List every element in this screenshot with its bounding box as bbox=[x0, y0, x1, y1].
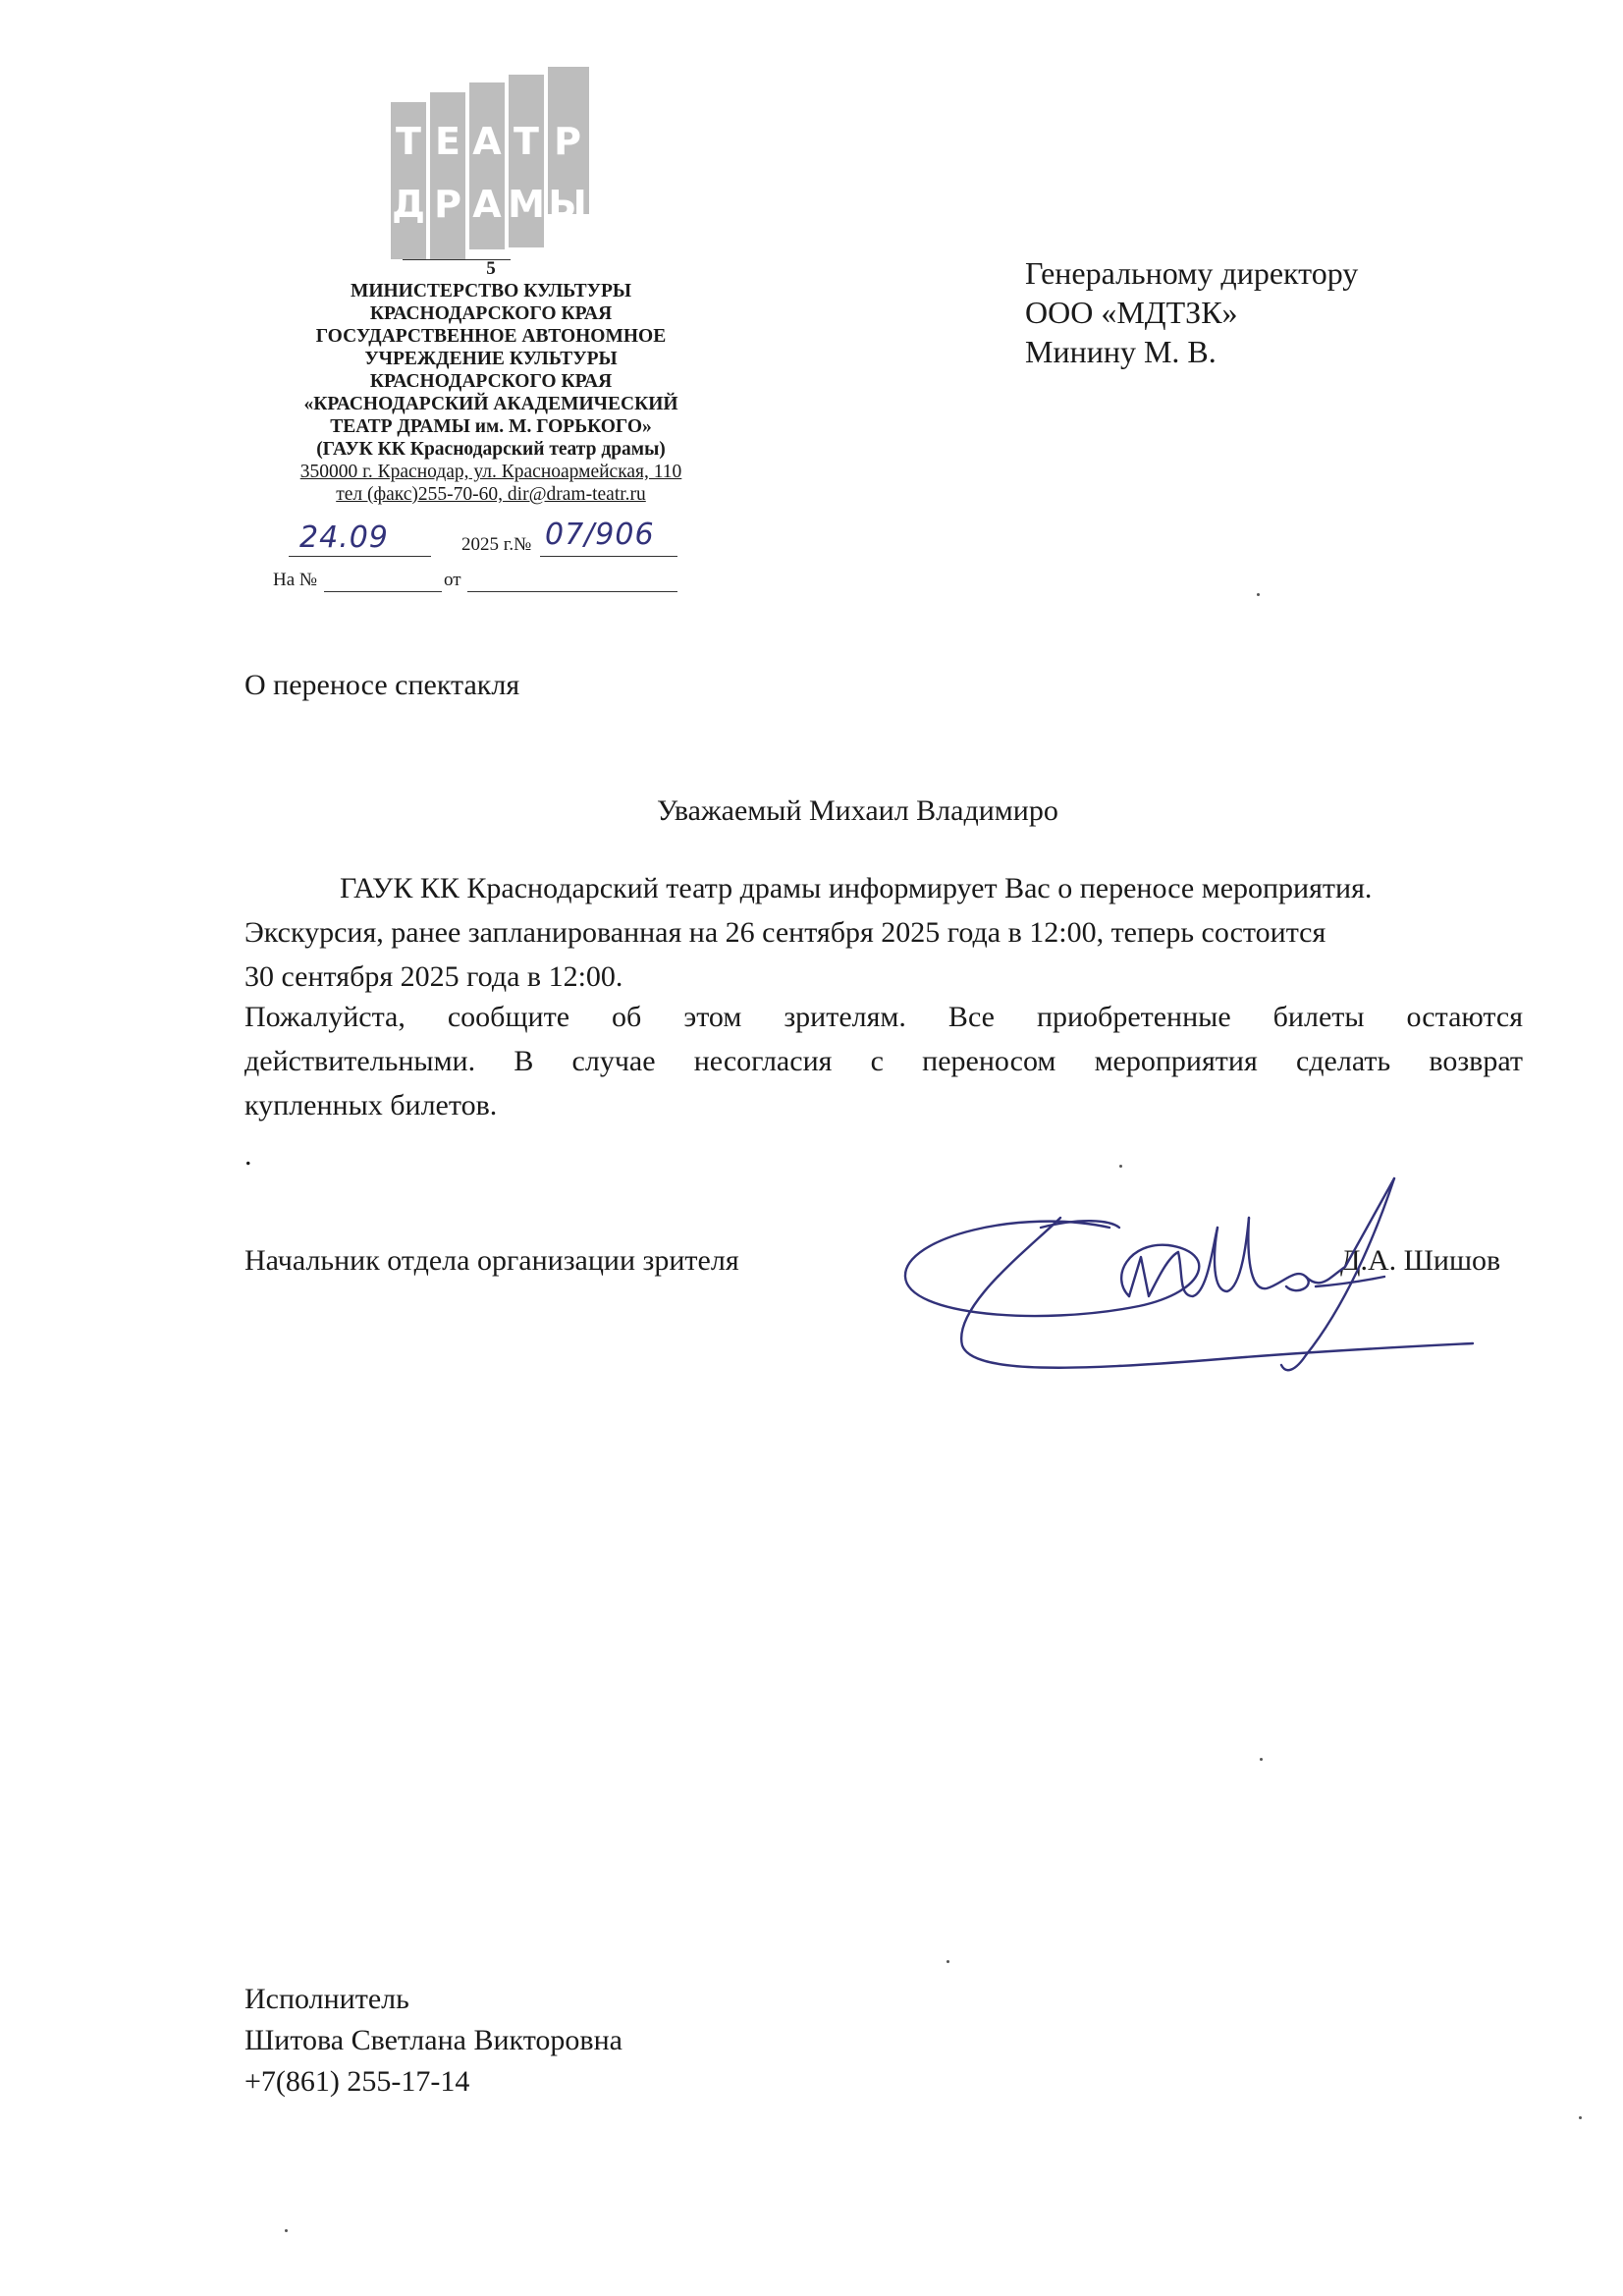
letterhead-line: ТЕАТР ДРАМЫ им. М. ГОРЬКОГО» bbox=[330, 416, 652, 437]
letterhead-line: (ГАУК КК Краснодарский театр драмы) bbox=[316, 439, 666, 460]
logo-letter: Е bbox=[435, 120, 460, 163]
executor-name: Шитова Светлана Викторовна bbox=[244, 2024, 622, 2056]
logo-letter: Т bbox=[514, 120, 539, 163]
letterhead-line: КРАСНОДАРСКОГО КРАЯ bbox=[369, 371, 613, 392]
logo-letter: А bbox=[472, 183, 502, 226]
logo-letter: Р bbox=[554, 120, 581, 163]
logo-letter: М bbox=[508, 183, 545, 226]
ref-number-underline bbox=[324, 591, 442, 592]
letterhead-mark: 5 bbox=[486, 258, 496, 279]
letterhead-line: УЧРЕЖДЕНИЕ КУЛЬТУРЫ bbox=[364, 349, 618, 369]
logo-letter: Т bbox=[396, 120, 421, 163]
letterhead-address: 350000 г. Краснодар, ул. Красноармейская, 110 bbox=[299, 462, 682, 482]
letterhead bbox=[245, 257, 736, 506]
theatre-logo bbox=[391, 67, 593, 261]
reg-date-handwritten: 24.09 bbox=[299, 520, 389, 555]
letterhead-line: «КРАСНОДАРСКИЙ АКАДЕМИЧЕСКИЙ bbox=[303, 394, 678, 414]
logo-letter: Д bbox=[392, 183, 425, 226]
reg-year-label: 2025 г.№ bbox=[461, 534, 532, 555]
ref-number-label: На № bbox=[273, 570, 318, 590]
scan-speck bbox=[1257, 593, 1260, 596]
recipient-line: ООО «МДТЗК» bbox=[1025, 295, 1238, 330]
recipient-block bbox=[1025, 253, 1358, 371]
recipient-line: Генеральному директору bbox=[1025, 255, 1359, 291]
ref-from-underline bbox=[467, 591, 677, 592]
letterhead-phone: тел (факс)255-70-60, dir@dram-teatr.ru bbox=[336, 484, 646, 505]
executor-phone: +7(861) 255-17-14 bbox=[244, 2065, 470, 2098]
letterhead-line: КРАСНОДАРСКОГО КРАЯ bbox=[369, 303, 613, 324]
body-paragraph-2 bbox=[244, 995, 1523, 1127]
body-line: действительными. В случае несогласия с переносом мероприятия сделать возврат bbox=[244, 1045, 1523, 1077]
executor-block bbox=[244, 1979, 622, 2103]
body-line: ГАУК КК Краснодарский театр драмы информирует Вас о переносе мероприятия. bbox=[340, 872, 1373, 904]
salutation: Уважаемый Михаил Владимиро bbox=[657, 794, 1058, 827]
reg-number-handwritten: 07/906 bbox=[545, 518, 655, 552]
scan-speck bbox=[1579, 2116, 1582, 2119]
letter-subject: О переносе спектакля bbox=[244, 669, 520, 701]
logo-letter: Ы bbox=[548, 183, 587, 226]
reg-date-underline bbox=[289, 556, 431, 557]
scan-speck bbox=[947, 1960, 949, 1963]
body-paragraph-1 bbox=[244, 866, 1523, 999]
signer-name: Д.А. Шишов bbox=[1340, 1244, 1501, 1277]
signer-title: Начальник отдела организации зрителя bbox=[244, 1244, 739, 1277]
letterhead-line: ГОСУДАРСТВЕННОЕ АВТОНОМНОЕ bbox=[315, 326, 667, 347]
letterhead-line: МИНИСТЕРСТВО КУЛЬТУРЫ bbox=[350, 281, 632, 301]
body-line: Пожалуйста, сообщите об этом зрителям. Все приобретенные билеты остаются bbox=[244, 1001, 1523, 1033]
body-line: 30 сентября 2025 года в 12:00. bbox=[244, 960, 623, 993]
scan-speck bbox=[285, 2229, 288, 2232]
executor-label: Исполнитель bbox=[244, 1983, 409, 2015]
body-line: Экскурсия, ранее запланированная на 26 сентября 2025 года в 12:00, теперь состоится bbox=[244, 916, 1326, 949]
body-line: купленных билетов. bbox=[244, 1089, 498, 1121]
scan-speck bbox=[1260, 1758, 1263, 1761]
stray-dot: . bbox=[244, 1139, 252, 1172]
logo-letter: А bbox=[472, 120, 502, 163]
handwritten-signature bbox=[884, 1159, 1492, 1394]
recipient-line: Минину М. В. bbox=[1025, 334, 1217, 369]
scan-speck bbox=[1119, 1165, 1122, 1168]
ref-from-label: от bbox=[444, 570, 461, 590]
logo-letter: Р bbox=[434, 183, 461, 226]
reg-number-underline bbox=[540, 556, 677, 557]
